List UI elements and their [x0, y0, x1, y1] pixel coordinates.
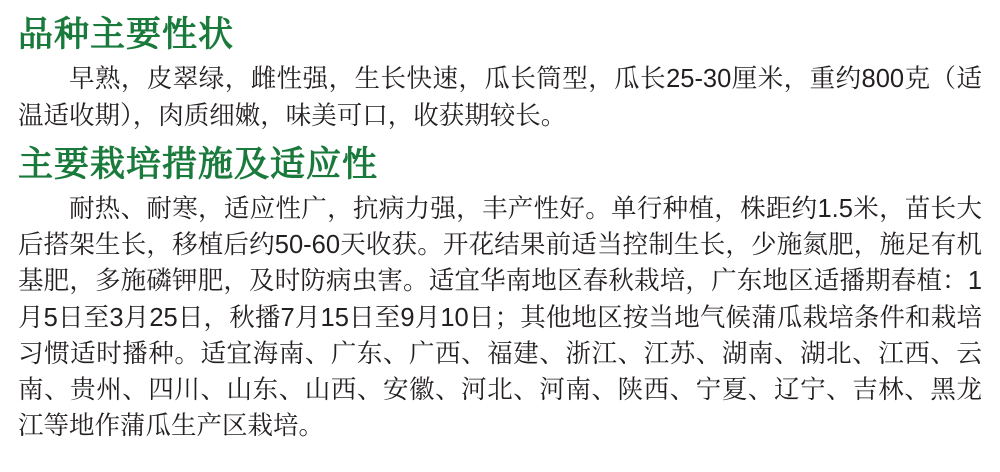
section-heading-cultivation-measures: 主要栽培措施及适应性 — [18, 144, 379, 184]
section-heading-varietal-traits: 品种主要性状 — [18, 15, 235, 54]
section-paragraph-cultivation-measures: 耐热、耐寒，适应性广，抗病力强，丰产性好。单行种植，株距约1.5米，苗长大后搭架生长，移植后约50-60天收获。开花结果前适当控制生长，少施氮肥，施足有机基肥，多施磷钾肥，及时防病虫害。适宜华南地区春秋栽培，广东地区适播期春植：1月5日至3月25日，秋播7月15日至9月10日；其他地区按当地气候蒲瓜栽培条件和栽培习惯适时播种。适宜海南、广东、广西、福建、浙江、江苏、湖南、湖北、江西、云南、贵州、四川、山东、山西、安徽、河北、河南、陕西、宁夏、辽宁、吉林、黑龙江等地作蒲瓜生产区栽培。 — [18, 195, 982, 441]
section-paragraph-varietal-traits: 早熟，皮翠绿，雌性强，生长快速，瓜长筒型，瓜长25-30厘米，重约800克（适温适收期），肉质细嫩，味美可口，收获期较长。 — [18, 65, 982, 130]
